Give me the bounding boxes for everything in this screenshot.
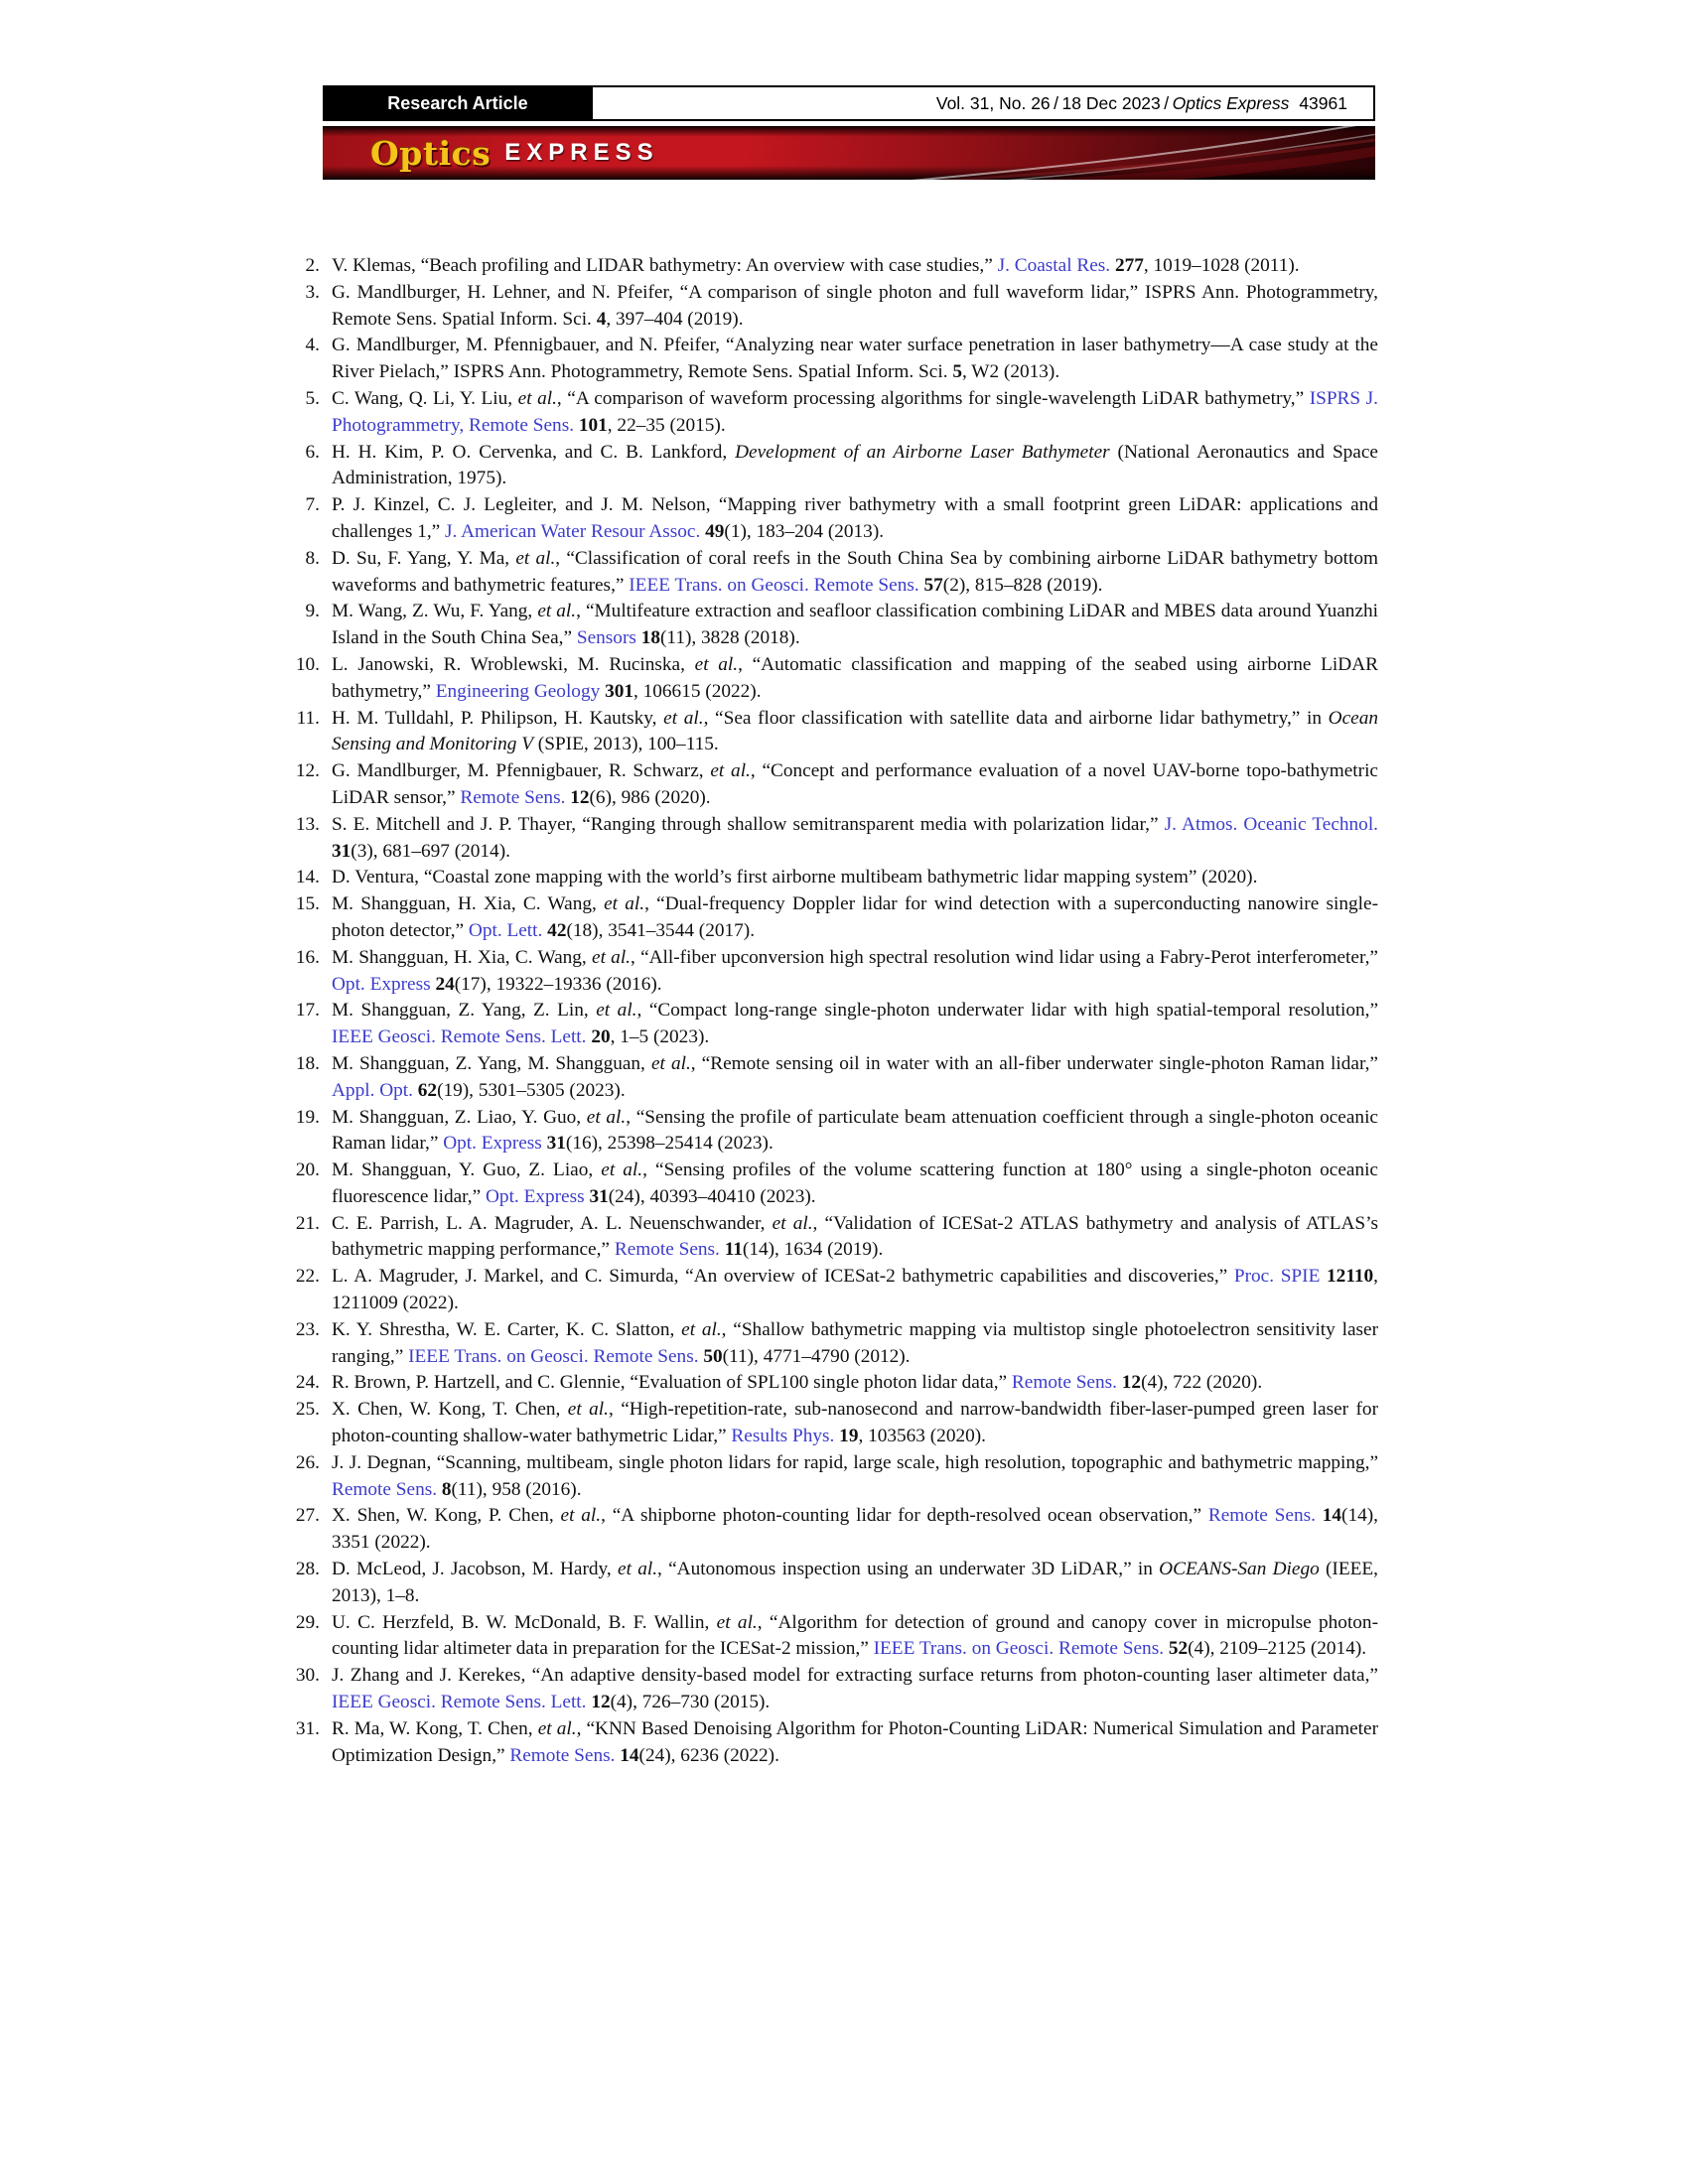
reference-item [286, 1158, 1378, 1211]
reference-segment: 12 [591, 1692, 611, 1713]
reference-text [332, 706, 1378, 759]
reference-text [332, 1370, 1378, 1397]
reference-text [332, 1716, 1378, 1770]
reference-segment: et al. [710, 760, 751, 782]
reference-number: 21. [295, 1212, 320, 1234]
journal-name: Optics Express [1172, 92, 1290, 113]
reference-segment: (17), 19322–19336 (2016). [454, 973, 662, 995]
journal-link[interactable]: J. Atmos. Oceanic Technol. [1164, 813, 1379, 835]
journal-link[interactable]: IEEE Geosci. Remote Sens. Lett. [332, 1026, 587, 1048]
reference-segment: 62 [417, 1079, 438, 1101]
reference-text [332, 599, 1378, 652]
journal-link[interactable]: Engineering Geology [435, 680, 601, 702]
reference-item [286, 706, 1378, 759]
reference-number: 18. [295, 1052, 320, 1074]
reference-number: 12. [295, 760, 320, 782]
reference-segment: 49 [705, 520, 725, 542]
reference-segment: K. Y. Shrestha, W. E. Carter, K. C. Slatton, [332, 1318, 682, 1340]
journal-link[interactable]: Remote Sens. [614, 1239, 720, 1261]
reference-segment: 50 [703, 1345, 723, 1367]
reference-segment: (IEEE, 2013), 1–8. [332, 1559, 1378, 1606]
reference-segment: (11), 958 (2016). [451, 1478, 582, 1500]
reference-number: 16. [295, 946, 320, 968]
journal-link[interactable]: Opt. Lett. [468, 919, 543, 941]
reference-segment: 8 [441, 1478, 452, 1500]
reference-segment: (6), 986 (2020). [589, 786, 711, 808]
reference-segment: , “A comparison of waveform processing algorithms for single-wavelength LiDAR bathymetry,” [556, 387, 1310, 409]
reference-segment: , “Validation of ICESat-2 ATLAS bathymetry and analysis of ATLAS’s bathymetric mapping performance,” [332, 1212, 1378, 1261]
reference-segment: M. Shangguan, Z. Liao, Y. Guo, [332, 1106, 587, 1128]
journal-link[interactable]: Results Phys. [731, 1426, 835, 1447]
optics-express-banner [323, 126, 1375, 180]
reference-text [332, 333, 1378, 386]
reference-segment: , “Classification of coral reefs in the South China Sea by combining airborne LiDAR bathymetry bottom waveforms and bathymetric features,” [332, 547, 1378, 596]
reference-item [286, 386, 1378, 440]
journal-link[interactable]: ISPRS J. Photogrammetry, Remote Sens. [332, 387, 1378, 436]
reference-segment: 12110 [1327, 1266, 1374, 1288]
reference-segment: et al. [772, 1212, 813, 1234]
reference-text [332, 1264, 1378, 1317]
reference-text [332, 865, 1378, 891]
reference-text [332, 546, 1378, 600]
reference-text [332, 812, 1378, 866]
reference-segment: 101 [578, 414, 608, 436]
reference-segment: , “A shipborne photon-counting lidar for depth-resolved ocean observation,” [601, 1505, 1208, 1527]
journal-link[interactable]: Remote Sens. [1207, 1505, 1316, 1527]
journal-link[interactable]: IEEE Trans. on Geosci. Remote Sens. [408, 1345, 699, 1367]
reference-segment: , 103563 (2020). [858, 1426, 986, 1447]
reference-number: 6. [305, 441, 320, 463]
reference-number: 28. [295, 1559, 320, 1580]
reference-item [286, 280, 1378, 334]
reference-text [332, 758, 1378, 812]
reference-segment: , 397–404 (2019). [606, 308, 744, 330]
reference-text [332, 440, 1378, 493]
reference-item [286, 1317, 1378, 1371]
journal-link[interactable]: Remote Sens. [509, 1744, 616, 1766]
reference-segment: (19), 5301–5305 (2023). [437, 1079, 626, 1101]
reference-segment: et al. [604, 893, 645, 915]
reference-item [286, 998, 1378, 1051]
reference-text [332, 1450, 1378, 1504]
reference-number: 15. [295, 893, 320, 915]
journal-link[interactable]: IEEE Trans. on Geosci. Remote Sens. [629, 574, 919, 596]
reference-segment: 57 [923, 574, 943, 596]
reference-segment: (National Aeronautics and Space Administration, 1975). [332, 441, 1378, 489]
reference-number: 3. [305, 281, 320, 303]
reference-text [332, 1503, 1378, 1557]
reference-item [286, 253, 1378, 280]
reference-segment: M. Shangguan, Z. Yang, M. Shangguan, [332, 1052, 651, 1074]
citation-text: Vol. 31, No. 26 / 18 Dec 2023 / Optics Express 43961 [935, 92, 1347, 113]
reference-segment: G. Mandlburger, H. Lehner, and N. Pfeifer, “A comparison of single photon and full waveform lidar,” ISPRS Ann. Photogrammetry, Remote Sens. Spatial Inform. Sci. [332, 281, 1378, 330]
reference-segment: (3), 681–697 (2014). [351, 840, 510, 862]
brand-optics-label: Optics [370, 133, 492, 173]
reference-segment: , “High-repetition-rate, sub-nanosecond and narrow-bandwidth fiber-laser-pumped green laser for photon-counting shallow-water bathymetric Lidar,” [332, 1399, 1378, 1447]
reference-item [286, 758, 1378, 812]
reference-segment: 20 [591, 1026, 611, 1048]
banner-logo [370, 126, 659, 180]
reference-segment: R. Brown, P. Hartzell, and C. Glennie, “Evaluation of SPL100 single photon lidar data,” [332, 1372, 1012, 1394]
reference-segment: , “Multifeature extraction and seafloor classification combining LiDAR and MBES data around Yuanzhi Island in the South China Sea,” [332, 601, 1378, 649]
reference-segment: C. E. Parrish, L. A. Magruder, A. L. Neuenschwander, [332, 1212, 773, 1234]
reference-item [286, 1051, 1378, 1105]
reference-text [332, 1051, 1378, 1105]
reference-segment: D. Ventura, “Coastal zone mapping with the world’s first airborne multibeam bathymetric lidar mapping system” (2020). [332, 867, 1258, 888]
reference-number: 23. [295, 1318, 320, 1340]
reference-segment: , 106615 (2022). [633, 680, 762, 702]
reference-text [332, 652, 1378, 706]
reference-number: 11. [296, 707, 320, 729]
reference-segment: 42 [547, 919, 567, 941]
reference-number: 22. [295, 1266, 320, 1288]
research-article-badge [323, 85, 593, 121]
reference-segment: , “Sea floor classification with satellite data and airborne lidar bathymetry,” in [703, 707, 1329, 729]
reference-segment: , “Concept and performance evaluation of a novel UAV-borne topo-bathymetric LiDAR sensor,” [332, 760, 1378, 808]
reference-segment: (11), 4771–4790 (2012). [722, 1345, 911, 1367]
reference-segment: et al. [537, 601, 577, 622]
reference-item [286, 1211, 1378, 1265]
journal-link[interactable]: J. American Water Resour Assoc. [445, 520, 701, 542]
journal-link[interactable]: Appl. Opt. [332, 1079, 413, 1101]
reference-segment: et al. [618, 1559, 658, 1580]
reference-number: 10. [295, 653, 320, 675]
reference-segment: L. A. Magruder, J. Markel, and C. Simurda, “An overview of ICESat-2 bathymetric capabilities and discoveries,” [332, 1266, 1234, 1288]
reference-segment: H. H. Kim, P. O. Cervenka, and C. B. Lankford, [332, 441, 736, 463]
journal-link[interactable]: Remote Sens. [332, 1478, 438, 1500]
reference-text [332, 891, 1378, 945]
reference-segment: 31 [546, 1133, 566, 1155]
reference-text [332, 1557, 1378, 1610]
reference-segment: J. J. Degnan, “Scanning, multibeam, single photon lidars for rapid, large scale, high resolution, topographic and bathymetric mapping,” [332, 1451, 1378, 1473]
reference-number: 19. [295, 1106, 320, 1128]
reference-segment: X. Shen, W. Kong, P. Chen, [332, 1505, 561, 1527]
reference-segment: , 1–5 (2023). [610, 1026, 710, 1048]
reference-segment: D. Su, F. Yang, Y. Ma, [332, 547, 516, 569]
reference-segment: (4), 722 (2020). [1141, 1372, 1263, 1394]
reference-segment: 24 [435, 973, 455, 995]
brand-express-label: EXPRESS [504, 139, 659, 166]
journal-link[interactable]: Opt. Express [332, 973, 431, 995]
reference-segment: 11 [724, 1239, 743, 1261]
reference-text [332, 1610, 1378, 1664]
reference-item [286, 945, 1378, 999]
journal-link[interactable]: Sensors [576, 627, 636, 649]
reference-segment: L. Janowski, R. Wroblewski, M. Rucinska, [332, 653, 695, 675]
journal-link[interactable]: IEEE Trans. on Geosci. Remote Sens. [873, 1638, 1165, 1660]
reference-segment: M. Shangguan, H. Xia, C. Wang, [332, 893, 605, 915]
reference-text [332, 945, 1378, 999]
reference-text [332, 253, 1378, 280]
reference-segment: H. M. Tulldahl, P. Philipson, H. Kautsky, [332, 707, 664, 729]
reference-segment: et al. [650, 1052, 691, 1074]
reference-item [286, 440, 1378, 493]
reference-segment: M. Shangguan, Z. Yang, Z. Lin, [332, 1000, 597, 1022]
reference-segment: 19 [839, 1426, 859, 1447]
reference-segment: U. C. Herzfeld, B. W. McDonald, B. F. Wallin, [332, 1611, 717, 1633]
reference-number: 4. [305, 335, 320, 356]
article-type-label: Research Article [387, 92, 528, 113]
reference-segment: (4), 726–730 (2015). [610, 1692, 771, 1713]
reference-segment: et al. [694, 653, 739, 675]
reference-text [332, 1158, 1378, 1211]
reference-number: 5. [305, 387, 320, 409]
journal-link[interactable]: Proc. SPIE [1233, 1266, 1321, 1288]
reference-item [286, 492, 1378, 546]
reference-segment: (2), 815–828 (2019). [942, 574, 1103, 596]
reference-segment: , 1019–1028 (2011). [1143, 255, 1300, 276]
reference-number: 29. [295, 1611, 320, 1633]
reference-item [286, 1370, 1378, 1397]
reference-text [332, 1105, 1378, 1159]
reference-item [286, 812, 1378, 866]
reference-segment: et al. [537, 1717, 577, 1739]
reference-segment: 4 [596, 308, 607, 330]
reference-number: 17. [295, 1000, 320, 1022]
reference-segment: 301 [605, 680, 633, 702]
reference-segment: (SPIE, 2013), 100–115. [532, 734, 719, 755]
reference-segment: (14), 1634 (2019). [742, 1239, 884, 1261]
reference-segment: M. Shangguan, Y. Guo, Z. Liao, [332, 1160, 602, 1181]
reference-segment: 52 [1168, 1638, 1189, 1660]
reference-segment: (24), 40393–40410 (2023). [608, 1185, 816, 1207]
reference-segment: (16), 25398–25414 (2023). [565, 1133, 774, 1155]
reference-number: 20. [295, 1160, 320, 1181]
reference-segment: et al. [601, 1160, 643, 1181]
reference-segment: R. Ma, W. Kong, T. Chen, [332, 1717, 538, 1739]
journal-link[interactable]: Remote Sens. [1011, 1372, 1117, 1394]
reference-segment: , “Remote sensing oil in water with an all-fiber underwater single-photon Raman lidar,” [690, 1052, 1378, 1074]
reference-item [286, 1503, 1378, 1557]
journal-citation-box [593, 85, 1375, 121]
reference-segment: , “Algorithm for detection of ground and canopy cover in micropulse photon-counting lidar altimeter data in preparation for the ICESat-2 mission,” [332, 1611, 1378, 1660]
reference-text [332, 280, 1378, 334]
journal-link[interactable]: J. Coastal Res. [997, 255, 1111, 276]
reference-segment: et al. [515, 547, 556, 569]
reference-item [286, 1450, 1378, 1504]
reference-segment: 12 [1121, 1372, 1142, 1394]
reference-item [286, 1264, 1378, 1317]
reference-segment: Development of an Airborne Laser Bathymeter [735, 441, 1110, 463]
reference-segment: D. McLeod, J. Jacobson, M. Hardy, [332, 1559, 619, 1580]
reference-segment: , “All-fiber upconversion high spectral resolution wind lidar using a Fabry-Perot interferometer,” [631, 946, 1378, 968]
reference-segment: Ocean Sensing and Monitoring V [332, 707, 1378, 755]
reference-segment: , “Compact long-range single-photon underwater lidar with high spatial-temporal resolution,” [636, 1000, 1378, 1022]
journal-link[interactable]: IEEE Geosci. Remote Sens. Lett. [332, 1692, 587, 1713]
reference-text [332, 386, 1378, 440]
reference-segment: , 22–35 (2015). [607, 414, 726, 436]
reference-segment: et al. [681, 1318, 722, 1340]
journal-link[interactable]: Remote Sens. [460, 786, 566, 808]
reference-text [332, 492, 1378, 546]
page-header [323, 85, 1375, 121]
reference-text [332, 1397, 1378, 1450]
reference-number: 13. [295, 813, 320, 835]
reference-segment: , W2 (2013). [961, 361, 1060, 383]
reference-segment: et al. [517, 387, 557, 409]
reference-segment: P. J. Kinzel, C. J. Legleiter, and J. M. Nelson, “Mapping river bathymetry with a small footprint green LiDAR: applications and challenges 1,” [332, 494, 1378, 542]
reference-segment: , “Shallow bathymetric mapping via multistop single photoelectron sensitivity laser ranging,” [332, 1318, 1378, 1367]
reference-segment: (11), 3828 (2018). [659, 627, 800, 649]
reference-item [286, 546, 1378, 600]
reference-segment: 5 [952, 361, 962, 383]
reference-segment: V. Klemas, “Beach profiling and LIDAR bathymetry: An overview with case studies,” [332, 255, 998, 276]
reference-number: 31. [295, 1717, 320, 1739]
reference-segment: et al. [560, 1505, 602, 1527]
reference-item [286, 1105, 1378, 1159]
reference-segment: 277 [1114, 255, 1144, 276]
reference-item [286, 333, 1378, 386]
reference-number: 2. [305, 255, 320, 276]
reference-item [286, 1397, 1378, 1450]
reference-segment: G. Mandlburger, M. Pfennigbauer, and N. Pfeifer, “Analyzing near water surface penetration in laser bathymetry—A case study at the River Pielach,” ISPRS Ann. Photogrammetry, Remote Sens. Spatial Inform. Sci. [332, 335, 1378, 383]
reference-segment: M. Wang, Z. Wu, F. Yang, [332, 601, 538, 622]
reference-segment: (24), 6236 (2022). [638, 1744, 779, 1766]
reference-segment: G. Mandlburger, M. Pfennigbauer, R. Schwarz, [332, 760, 711, 782]
reference-number: 8. [305, 547, 320, 569]
reference-segment: et al. [567, 1399, 609, 1421]
reference-item [286, 652, 1378, 706]
reference-segment: 31 [332, 840, 352, 862]
reference-item [286, 1557, 1378, 1610]
reference-segment: 12 [570, 786, 590, 808]
reference-number: 25. [295, 1399, 320, 1421]
reference-segment [1316, 1505, 1323, 1526]
reference-segment: et al. [596, 1000, 637, 1022]
reference-segment: J. Zhang and J. Kerekes, “An adaptive density-based model for extracting surface returns from photon-counting laser altimeter data,” [332, 1665, 1378, 1687]
reference-segment: et al. [586, 1106, 627, 1128]
reference-segment: OCEANS-San Diego [1159, 1559, 1320, 1580]
reference-segment: , “KNN Based Denoising Algorithm for Photon-Counting LiDAR: Numerical Simulation and Parameter Optimization Design,” [332, 1717, 1378, 1766]
reference-segment: , “Automatic classification and mapping of the seabed using airborne LiDAR bathymetry,” [332, 653, 1378, 702]
journal-link[interactable]: Opt. Express [443, 1133, 542, 1155]
reference-segment: 31 [589, 1185, 609, 1207]
reference-number: 7. [305, 494, 320, 516]
reference-segment: , “Sensing the profile of particulate beam attenuation coefficient through a single-photon oceanic Raman lidar,” [332, 1106, 1378, 1155]
reference-number: 24. [295, 1372, 320, 1394]
reference-number: 9. [305, 601, 320, 622]
reference-segment: , 1211009 (2022). [332, 1266, 1378, 1314]
reference-segment: X. Chen, W. Kong, T. Chen, [332, 1399, 568, 1421]
reference-segment: et al. [716, 1611, 758, 1633]
reference-segment: , “Sensing profiles of the volume scattering function at 180° using a single-photon oceanic fluorescence lidar,” [332, 1160, 1378, 1207]
reference-segment: , “Autonomous inspection using an underwater 3D LiDAR,” in [657, 1559, 1160, 1580]
reference-segment: (18), 3541–3544 (2017). [566, 919, 756, 941]
references-list [286, 253, 1378, 1769]
reference-segment: (4), 2109–2125 (2014). [1188, 1638, 1367, 1660]
reference-number: 14. [295, 867, 320, 888]
reference-segment: 14 [620, 1744, 639, 1766]
reference-segment: S. E. Mitchell and J. P. Thayer, “Ranging through shallow semitransparent media with polarization lidar,” [332, 813, 1165, 835]
reference-segment: (1), 183–204 (2013). [724, 520, 885, 542]
reference-item [286, 599, 1378, 652]
reference-text [332, 1663, 1378, 1716]
reference-item [286, 891, 1378, 945]
reference-number: 26. [295, 1451, 320, 1473]
reference-segment: 18 [640, 627, 660, 649]
reference-item [286, 1716, 1378, 1770]
reference-item [286, 865, 1378, 891]
reference-item [286, 1610, 1378, 1664]
page-number: 43961 [1299, 92, 1347, 113]
reference-text [332, 998, 1378, 1051]
reference-segment: et al. [663, 707, 704, 729]
reference-text [332, 1211, 1378, 1265]
reference-segment: M. Shangguan, H. Xia, C. Wang, [332, 946, 593, 968]
reference-segment: 14 [1322, 1505, 1342, 1527]
reference-number: 30. [295, 1665, 320, 1687]
reference-segment: , “Dual-frequency Doppler lidar for wind detection with a superconducting nanowire single-photon detector,” [332, 893, 1378, 941]
reference-segment: (14), 3351 (2022). [332, 1505, 1378, 1554]
reference-segment: C. Wang, Q. Li, Y. Liu, [332, 387, 518, 409]
reference-segment: et al. [592, 946, 631, 968]
reference-item [286, 1663, 1378, 1716]
reference-number: 27. [295, 1505, 320, 1527]
journal-link[interactable]: Opt. Express [486, 1185, 585, 1207]
reference-text [332, 1317, 1378, 1371]
